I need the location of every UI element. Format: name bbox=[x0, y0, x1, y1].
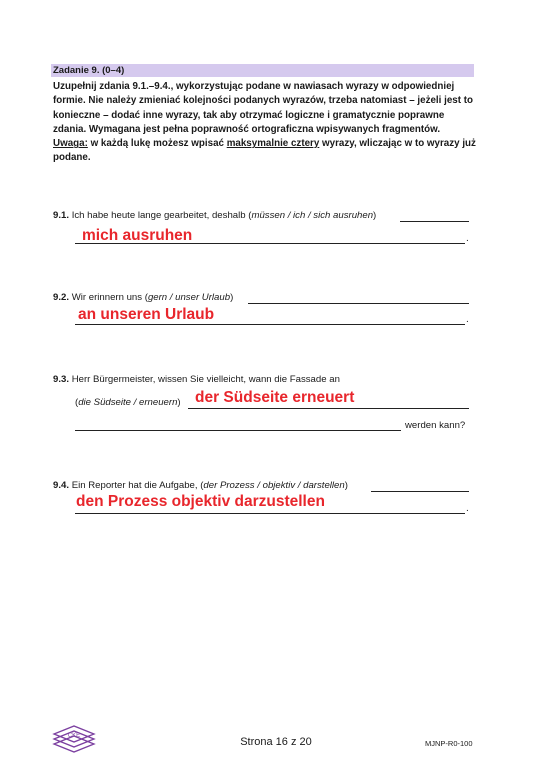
item-hint: gern / unser Urlaub bbox=[147, 292, 231, 303]
item-9-2-inline-line bbox=[248, 291, 469, 304]
item-9-2-prompt: 9.2. Wir erinnern uns (gern / unser Urlaub) bbox=[53, 292, 234, 303]
item-text: Wir erinnern uns ( bbox=[71, 292, 148, 303]
item-9-1-answer[interactable]: mich ausruhen bbox=[82, 227, 193, 244]
item-number: 9.3. bbox=[53, 374, 70, 385]
note-text-pre: w każdą lukę możesz wpisać bbox=[87, 138, 227, 150]
item-9-3-prompt bbox=[53, 374, 340, 386]
item-9-4-answer[interactable]: den Prozess objektiv darzustellen bbox=[76, 493, 325, 510]
item-9-4-period: . bbox=[466, 503, 469, 514]
item-number: 9.2. bbox=[53, 292, 70, 303]
task-instructions bbox=[53, 80, 478, 166]
item-9-4-inline-line bbox=[371, 479, 469, 492]
item-number: 9.1. bbox=[53, 210, 70, 221]
item-9-1-period: . bbox=[466, 233, 469, 244]
instructions-text: Uzupełnij zdania 9.1.–9.4., wykorzystując podane w nawiasach wyrazy w odpowiedniej formie. Nie należy zmieniać kolejności podanych wyrazów, trzeba natomiast – jeżeli jest to konieczne – dodać inne wyrazy, tak aby otrzymać logiczne i gramatycznie poprawne zdania. Wymagana jest pełna poprawność ortograficzna wpisywanych fragmentów. bbox=[53, 81, 473, 135]
task-title: Zadanie 9. (0–4) bbox=[51, 64, 474, 77]
item-9-1-prompt: 9.1. Ich habe heute lange gearbeitet, deshalb (müssen / ich / sich ausruhen) bbox=[53, 210, 377, 221]
item-text: Ein Reporter hat die Aufgabe, ( bbox=[71, 480, 204, 491]
note-label: Uwaga: bbox=[53, 138, 88, 150]
logo-text: CKE bbox=[67, 733, 81, 739]
item-9-3-answer[interactable]: der Südseite erneuert bbox=[195, 389, 355, 406]
item-9-3-second-line bbox=[75, 418, 401, 431]
item-hint: die Südseite / erneuern bbox=[78, 397, 178, 408]
item-9-2-period: . bbox=[466, 314, 469, 325]
item-number: 9.4. bbox=[53, 480, 70, 491]
note-text-post: wyrazy, wliczając w to wyrazy już podane. bbox=[53, 138, 476, 164]
page-number: Strona 16 z 20 bbox=[240, 736, 312, 748]
item-9-3-prompt-line2: (die Südseite / erneuern) bbox=[75, 397, 181, 408]
item-text: Herr Bürgermeister, wissen Sie vielleicht, wann die Fassade an bbox=[71, 374, 340, 385]
item-hint: der Prozess / objektiv / darstellen bbox=[203, 480, 345, 491]
note-key-phrase: maksymalnie cztery bbox=[226, 138, 320, 150]
item-text: Ich habe heute lange gearbeitet, deshalb ( bbox=[71, 210, 252, 221]
item-9-2-answer[interactable]: an unseren Urlaub bbox=[78, 306, 215, 323]
document-code: MJNP-R0-100 bbox=[425, 739, 473, 748]
item-9-2-answer-line bbox=[75, 312, 465, 325]
item-9-4-answer-line bbox=[75, 501, 465, 514]
item-9-3-ending: werden kann? bbox=[405, 420, 466, 431]
item-9-1-answer-line bbox=[75, 231, 465, 244]
item-hint: müssen / ich / sich ausruhen bbox=[251, 210, 374, 221]
item-9-4-prompt: 9.4. Ein Reporter hat die Aufgabe, (der Prozess / objektiv / darstellen) bbox=[53, 480, 348, 491]
item-9-1-inline-line bbox=[400, 209, 469, 222]
